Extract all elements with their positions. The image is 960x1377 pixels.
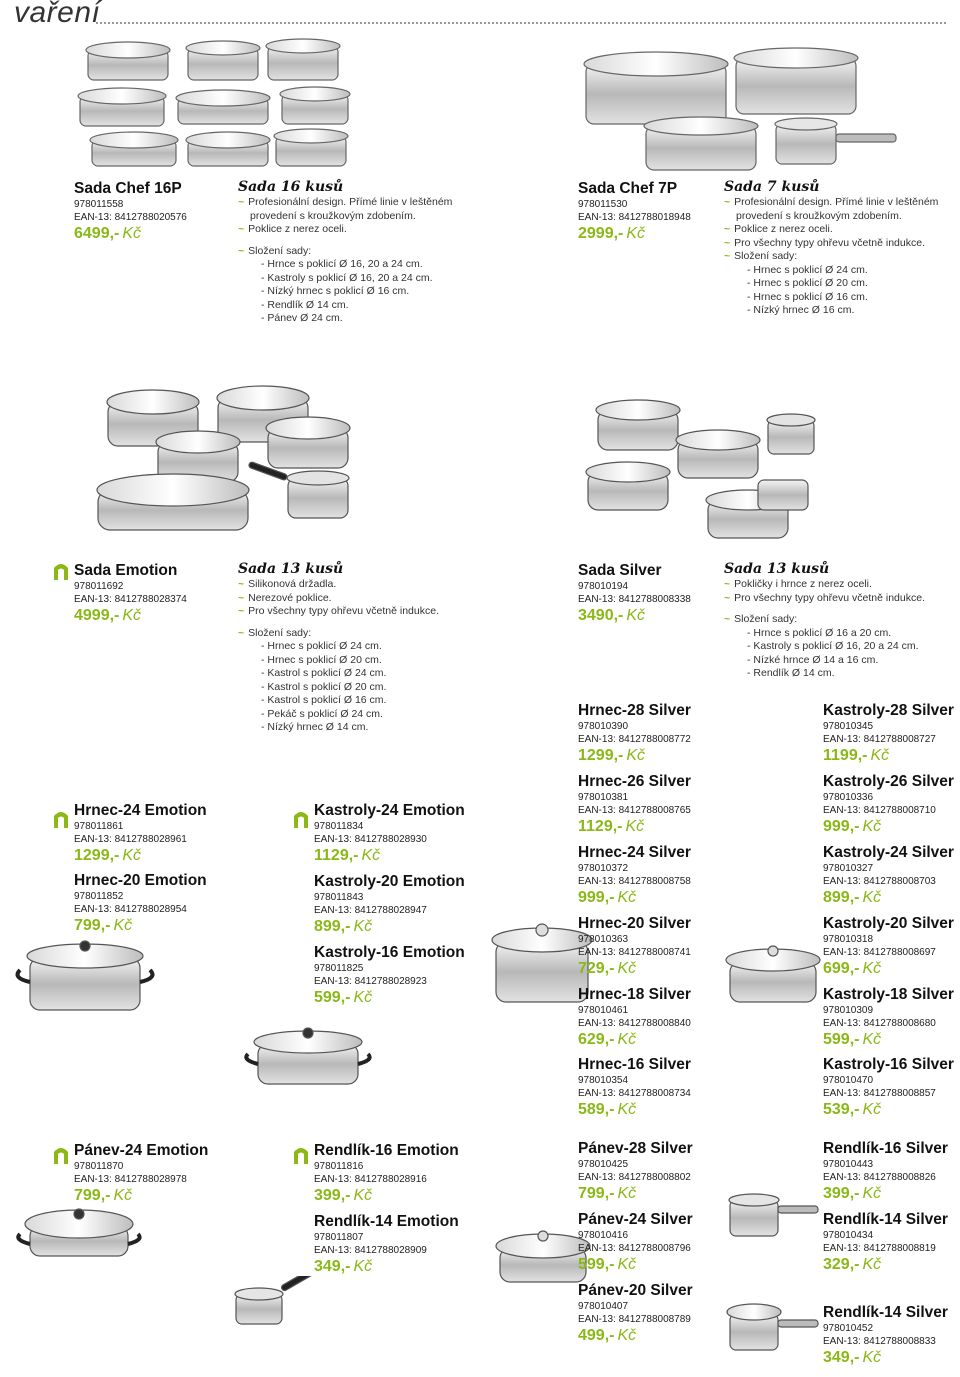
product-kastroly-16-emotion (314, 944, 465, 1008)
product-name: Hrnec-28 Silver (578, 702, 691, 719)
feature-line-cont: provedení s kroužkovým zdobením. (250, 209, 416, 222)
product-ean: EAN-13: 8412788028954 (74, 904, 187, 915)
product-ean: EAN-13: 8412788028923 (314, 976, 427, 987)
product-name: Hrnec-18 Silver (578, 986, 691, 1003)
emotion-set-image (78, 372, 378, 548)
composition-item: - Nízké hrnce Ø 14 a 16 cm. (747, 653, 879, 666)
set-description-silver (724, 560, 925, 681)
set-description-chef-16p (238, 178, 452, 326)
product-price: 629,- Kč (578, 1031, 637, 1048)
product-code: 978010336 (823, 792, 874, 803)
composition-title: ~ Složení sady: (238, 626, 312, 639)
product-name: Hrnec-24 Silver (578, 844, 691, 861)
product-sada-silver (578, 562, 691, 626)
product-kastroly-24-emotion (314, 802, 465, 866)
product-name: Sada Emotion (74, 562, 178, 579)
product-price: 799,- Kč (74, 1187, 133, 1204)
product-price: 599,- Kč (578, 1256, 637, 1273)
product-price: 1299,- Kč (74, 847, 142, 864)
panev-emotion-image (14, 1206, 144, 1262)
product-ean: EAN-13: 8412788028909 (314, 1245, 427, 1256)
product-ean: EAN-13: 8412788008734 (578, 1088, 691, 1099)
product-price: 539,- Kč (823, 1101, 882, 1118)
product-name: Hrnec-20 Silver (578, 915, 691, 932)
product-hrnec-26-silver (578, 773, 691, 837)
product-price: 399,- Kč (823, 1185, 882, 1202)
composition-item: - Hrnce s poklicí Ø 16 a 20 cm. (747, 626, 892, 639)
product-price: 799,- Kč (74, 917, 133, 934)
product-code: 978011834 (314, 821, 364, 832)
product-sada-emotion (74, 562, 187, 626)
composition-item: - Hrnec s poklicí Ø 20 cm. (261, 653, 382, 666)
product-code: 978010452 (823, 1323, 874, 1334)
product-sada-chef-7p (578, 180, 691, 244)
product-name: Hrnec-24 Emotion (74, 802, 207, 819)
product-code: 978010416 (578, 1230, 629, 1241)
product-ean: EAN-13: 8412788008758 (578, 876, 691, 887)
product-ean: EAN-13: 8412788008680 (823, 1018, 936, 1029)
product-price: 999,- Kč (578, 889, 637, 906)
product-price: 799,- Kč (578, 1185, 637, 1202)
header-divider (96, 22, 946, 24)
feature-line-cont: provedení s kroužkovým zdobením. (736, 209, 902, 222)
product-name: Kastroly-24 Emotion (314, 802, 465, 819)
product-ean: EAN-13: 8412788020576 (74, 212, 187, 223)
product-code: 978010425 (578, 1159, 629, 1170)
product-code: 978011852 (74, 891, 124, 902)
kastrol-silver-image (718, 940, 828, 1006)
product-kastroly-24-silver (823, 844, 954, 908)
set-title: Sada 7 kusů (724, 179, 820, 195)
product-price: 3490,- Kč (578, 607, 646, 624)
product-kastroly-20-emotion (314, 873, 465, 937)
product-hrnec-16-silver (578, 1056, 691, 1120)
composition-title: ~ Složení sady: (724, 613, 798, 625)
product-price: 729,- Kč (578, 960, 637, 977)
composition-item: - Nízký hrnec Ø 16 cm. (747, 304, 855, 316)
product-price: 6499,- Kč (74, 225, 142, 242)
product-ean: EAN-13: 8412788008819 (823, 1243, 936, 1254)
set-title: Sada 13 kusů (724, 561, 830, 577)
product-hrnec-20-emotion (74, 872, 207, 936)
product-code: 978011843 (314, 892, 364, 903)
product-code: 978010372 (578, 863, 629, 874)
product-price: 1199,- Kč (823, 747, 890, 764)
feature-line: ~ Pro všechny typy ohřevu včetně indukce. (238, 605, 439, 617)
product-code: 978010443 (823, 1159, 874, 1170)
product-price: 349,- Kč (823, 1349, 882, 1366)
product-ean: EAN-13: 8412788028978 (74, 1174, 187, 1185)
product-ean: EAN-13: 8412788018948 (578, 212, 691, 223)
set-description-emotion (238, 560, 439, 735)
composition-title: ~ Složení sady: (724, 250, 798, 262)
product-name: Kastroly-26 Silver (823, 773, 954, 790)
product-hrnec-24-silver (578, 844, 691, 908)
product-price: 599,- Kč (314, 989, 373, 1006)
product-panev-24-emotion (74, 1142, 208, 1206)
feature-line: ~ Pokličky i hrnce z nerez oceli. (724, 578, 872, 590)
composition-item: - Kastrol s poklicí Ø 20 cm. (261, 680, 387, 693)
feature-line: ~ Profesionální design. Přímé linie v leštěném (724, 196, 939, 208)
product-name: Kastroly-16 Emotion (314, 944, 465, 961)
product-ean: EAN-13: 8412788008802 (578, 1172, 691, 1183)
set-title: Sada 13 kusů (238, 561, 344, 577)
product-ean: EAN-13: 8412788008833 (823, 1336, 936, 1347)
product-price: 599,- Kč (823, 1031, 882, 1048)
feature-line: ~ Poklice z nerez oceli. (238, 223, 347, 235)
product-hrnec-24-emotion (74, 802, 207, 866)
feature-line: ~ Nerezové poklice. (238, 591, 332, 604)
composition-item: - Hrnec s poklicí Ø 24 cm. (261, 640, 382, 652)
product-name: Rendlík-16 Silver (823, 1140, 948, 1157)
product-ean: EAN-13: 8412788028930 (314, 834, 427, 845)
product-name: Sada Chef 7P (578, 180, 678, 197)
product-name: Sada Chef 16P (74, 180, 182, 197)
product-code: 978010354 (578, 1075, 629, 1086)
product-ean: EAN-13: 8412788008840 (578, 1018, 691, 1029)
product-price: 349,- Kč (314, 1258, 373, 1275)
composition-item: - Nízký hrnec Ø 14 cm. (261, 721, 369, 733)
product-ean: EAN-13: 8412788008789 (578, 1314, 691, 1325)
product-name: Pánev-28 Silver (578, 1140, 693, 1157)
product-code: 978010461 (578, 1005, 629, 1016)
product-name: Rendlík-16 Emotion (314, 1142, 459, 1159)
rendlik-emotion-image (230, 1276, 326, 1328)
product-name: Pánev-20 Silver (578, 1282, 693, 1299)
product-hrnec-20-silver (578, 915, 691, 979)
product-name: Kastroly-18 Silver (823, 986, 954, 1003)
product-ean: EAN-13: 8412788008796 (578, 1243, 691, 1254)
product-price: 2999,- Kč (578, 225, 646, 242)
composition-item: - Kastroly s poklicí Ø 16, 20 a 24 cm. (261, 271, 433, 284)
feature-line: ~ Silikonová držadla. (238, 578, 337, 590)
product-rendlik-14-silver (823, 1211, 948, 1275)
product-code: 978010327 (823, 863, 874, 874)
product-ean: EAN-13: 8412788008338 (578, 594, 691, 605)
page-title: vaření (14, 0, 101, 29)
product-panev-24-silver (578, 1211, 693, 1275)
product-code: 978011807 (314, 1232, 364, 1243)
product-name: Kastroly-28 Silver (823, 702, 954, 719)
product-name: Sada Silver (578, 562, 662, 579)
product-ean: EAN-13: 8412788028947 (314, 905, 427, 916)
product-code: 978011870 (74, 1161, 124, 1172)
product-code: 978010381 (578, 792, 629, 803)
product-name: Pánev-24 Emotion (74, 1142, 209, 1159)
feature-line: ~ Pro všechny typy ohřevu včetně indukce. (724, 591, 925, 604)
product-name: Hrnec-26 Silver (578, 773, 691, 790)
product-hrnec-18-silver (578, 986, 691, 1050)
product-code: 978011861 (74, 821, 124, 832)
rendlik-silver-image-2 (722, 1290, 822, 1356)
product-code: 978010434 (823, 1230, 874, 1241)
composition-title: ~ Složení sady: (238, 244, 312, 257)
product-name: Hrnec-20 Emotion (74, 872, 207, 889)
product-code: 978010407 (578, 1301, 629, 1312)
product-name: Kastroly-20 Silver (823, 915, 954, 932)
product-code: 978011816 (314, 1161, 364, 1172)
product-price: 4999,- Kč (74, 607, 142, 624)
composition-item: - Pekáč s poklicí Ø 24 cm. (261, 707, 383, 720)
product-code: 978010363 (578, 934, 629, 945)
feature-line: ~ Poklice z nerez oceli. (724, 223, 833, 235)
product-ean: EAN-13: 8412788028961 (74, 834, 187, 845)
product-name: Kastroly-24 Silver (823, 844, 954, 861)
set-description-chef-7p (724, 178, 938, 318)
product-price: 699,- Kč (823, 960, 882, 977)
product-name: Rendlík-14 Silver (823, 1304, 948, 1321)
product-code: 978010390 (578, 721, 629, 732)
brand-logo-icon (50, 808, 72, 830)
kastrol-emotion-image (238, 1022, 378, 1088)
composition-item: - Rendlík Ø 14 cm. (747, 667, 835, 679)
product-price: 899,- Kč (314, 918, 373, 935)
product-panev-20-silver (578, 1282, 693, 1346)
product-ean: EAN-13: 8412788008697 (823, 947, 936, 958)
product-rendlik-14-emotion (314, 1213, 459, 1277)
product-kastroly-28-silver (823, 702, 954, 766)
product-kastroly-16-silver (823, 1056, 954, 1120)
chef-16p-set-image (68, 36, 368, 172)
product-code: 978011692 (74, 581, 124, 592)
chef-7p-set-image (576, 44, 906, 174)
composition-item: - Pánev Ø 24 cm. (261, 312, 343, 324)
product-price: 1129,- Kč (578, 818, 645, 835)
product-ean: EAN-13: 8412788028916 (314, 1174, 427, 1185)
product-name: Kastroly-20 Emotion (314, 873, 465, 890)
product-code: 978010470 (823, 1075, 874, 1086)
composition-item: - Rendlík Ø 14 cm. (261, 298, 349, 311)
product-ean: EAN-13: 8412788008857 (823, 1088, 936, 1099)
product-rendlik-14-silver-b (823, 1304, 948, 1368)
feature-line: ~ Pro všechny typy ohřevu včetně indukce. (724, 236, 925, 249)
product-name: Pánev-24 Silver (578, 1211, 693, 1228)
product-price: 589,- Kč (578, 1101, 637, 1118)
product-kastroly-20-silver (823, 915, 954, 979)
product-name: Rendlík-14 Emotion (314, 1213, 459, 1230)
composition-item: - Kastrol s poklicí Ø 24 cm. (261, 667, 387, 679)
product-ean: EAN-13: 8412788008826 (823, 1172, 936, 1183)
composition-item: - Hrnec s poklicí Ø 20 cm. (747, 277, 868, 289)
product-rendlik-16-silver (823, 1140, 948, 1204)
brand-logo-icon (50, 560, 72, 582)
product-ean: EAN-13: 8412788008703 (823, 876, 936, 887)
product-ean: EAN-13: 8412788008710 (823, 805, 936, 816)
product-rendlik-16-emotion (314, 1142, 459, 1206)
set-title: Sada 16 kusů (238, 179, 344, 195)
product-ean: EAN-13: 8412788008772 (578, 734, 691, 745)
product-ean: EAN-13: 8412788008727 (823, 734, 936, 745)
product-kastroly-18-silver (823, 986, 954, 1050)
product-price: 399,- Kč (314, 1187, 373, 1204)
product-hrnec-28-silver (578, 702, 691, 766)
product-code: 978010318 (823, 934, 874, 945)
product-code: 978011825 (314, 963, 364, 974)
feature-line: ~ Profesionální design. Přímé linie v leštěném (238, 196, 453, 208)
product-code: 978010345 (823, 721, 874, 732)
product-panev-28-silver (578, 1140, 693, 1204)
product-code: 978010194 (578, 581, 629, 592)
composition-item: - Hrnec s poklicí Ø 16 cm. (747, 290, 868, 303)
product-sada-chef-16p (74, 180, 187, 244)
product-code: 978011530 (578, 199, 628, 210)
product-price: 899,- Kč (823, 889, 882, 906)
composition-item: - Hrnce s poklicí Ø 16, 20 a 24 cm. (261, 258, 423, 270)
product-code: 978011558 (74, 199, 124, 210)
silver-set-image (578, 380, 828, 550)
brand-logo-icon (50, 1144, 72, 1166)
composition-item: - Hrnec s poklicí Ø 24 cm. (747, 263, 868, 276)
brand-logo-icon (290, 1144, 312, 1166)
product-price: 1299,- Kč (578, 747, 646, 764)
brand-logo-icon (290, 808, 312, 830)
product-price: 329,- Kč (823, 1256, 882, 1273)
product-price: 499,- Kč (578, 1327, 637, 1344)
product-name: Rendlík-14 Silver (823, 1211, 948, 1228)
hrnec-emotion-image (10, 934, 160, 1014)
rendlik-silver-image-1 (722, 1182, 822, 1242)
composition-item: - Nízký hrnec s poklicí Ø 16 cm. (261, 285, 410, 297)
product-ean: EAN-13: 8412788008741 (578, 947, 691, 958)
product-name: Kastroly-16 Silver (823, 1056, 954, 1073)
composition-item: - Kastrol s poklicí Ø 16 cm. (261, 694, 387, 706)
product-ean: EAN-13: 8412788008765 (578, 805, 691, 816)
product-price: 999,- Kč (823, 818, 882, 835)
product-name: Hrnec-16 Silver (578, 1056, 691, 1073)
product-code: 978010309 (823, 1005, 874, 1016)
product-price: 1129,- Kč (314, 847, 381, 864)
composition-item: - Kastroly s poklicí Ø 16, 20 a 24 cm. (747, 640, 919, 652)
product-kastroly-26-silver (823, 773, 954, 837)
product-ean: EAN-13: 8412788028374 (74, 594, 187, 605)
